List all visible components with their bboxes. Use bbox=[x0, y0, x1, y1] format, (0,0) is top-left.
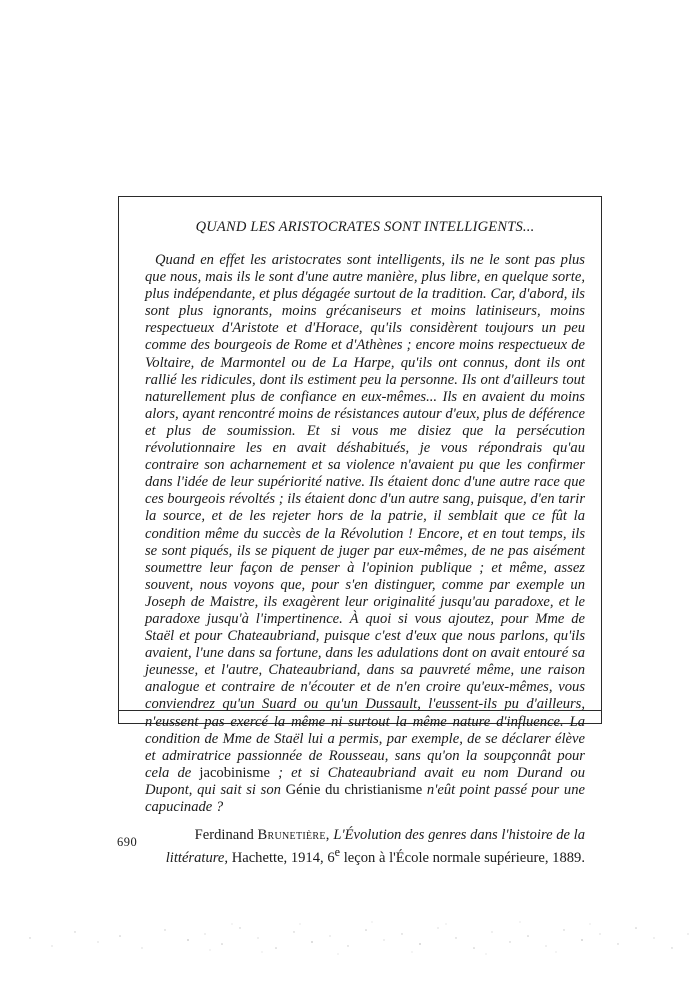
work-title: L'Évolution des genres dans l'histoire de la littérature, bbox=[165, 827, 585, 867]
quotation-upright-word-1: jacobinisme bbox=[199, 764, 270, 781]
citation-superscript: e bbox=[334, 845, 341, 860]
quotation-text-part-3: n'eût point passé pour une capucinade ? bbox=[145, 781, 585, 815]
page-number: 690 bbox=[117, 835, 138, 849]
citation-details: Hachette, 1914, 6 bbox=[231, 850, 335, 867]
box-title: QUAND LES ARISTOCRATES SONT INTELLIGENTS... bbox=[195, 219, 535, 235]
quotation-text bbox=[145, 252, 585, 816]
author-firstname: Ferdinand bbox=[194, 827, 254, 844]
citation-details-end: leçon à l'École normale supérieure, 1889. bbox=[343, 850, 585, 867]
scan-noise-band bbox=[0, 918, 700, 960]
box-bottom-rule bbox=[119, 710, 601, 711]
quotation-text-part-1: Quand en effet les aristocrates sont intelligents, ils ne le sont pas plus que nous, mais ils le sont d'une autre manière, plus libre, en quelque sorte, plus indépendante, et plus dégagée surtout de la tradition. Car, d'abord, ils sont plus ignorants, moins grécaniseurs et moins latiniseurs, moins respectueux d'Aristote et d'Horace, qu'ils considèrent toujours un peu comme des bourgeois de Rome et d'Athènes ; encore moins respectueux de Voltaire, de Marmontel ou de La Harpe, qu'ils ont connus, dont ils ont rallié les ridicules, dont ils estiment peu la personne. Ils ont d'ailleurs tout naturellement plus de confiance en eux-mêmes... Ils en avaient du moins alors, ayant rencontré moins de résistances autour d'eux, plus de déférence et plus de soumission. Et si vous me disiez que la persécution révolutionnaire les en avait déshabitués, je vous répondrais qu'au contraire son acharnement et sa violence n'avaient pu que les confirmer dans l'idée de leur supériorité native. Ils étaient donc d'une autre race que ces bourgeois révoltés ; ils étaient donc d'un autre sang, puisque, d'en tarir la source, et de les rejeter hors de la patrie, il semblait que ce fût la condition même du succès de la Révolution ! Encore, et en tout temps, ils se sont piqués, ils se piquent de juger par eux-mêmes, de ne pas aisément soumettre leur façon de penser à l'opinion publique ; et même, assez souvent, nous voyons que, pour s'en distinguer, comme par exemple un Joseph de Maistre, ils exagèrent leur originalité jusqu'au paradoxe, et le paradoxe jusqu'à l'impertinence. À quoi si vous ajoutez, pour Mme de Staël et pour Chateaubriand, puisque c'est d'eux que nous parlons, qu'ils avaient, l'une dans sa fortune, dans les adulations dont on avait entouré sa jeunesse, et l'autre, Chateaubriand, dans sa pauvreté même, une raison analogue et contraire de n'écouter et de n'en croire qu'eux-mêmes, vous conviendrez qu'un Suard ou qu'un Dussault, l'eussent-ils pu d'ailleurs, n'eussent pas exercé la même ni surtout la même nature d'influence. La condition de Mme de Staël lui a permis, par exemple, de se déclarer élève et admiratrice passionnée de Rousseau, sans qu'on la soupçonnât pour cela de bbox=[145, 252, 585, 781]
quotation-upright-title: Génie du christianisme bbox=[285, 781, 423, 798]
author-surname: Brunetière, bbox=[257, 827, 330, 844]
quotation-text-part-2: ; et si Chateaubriand avait eu nom Durand ou Dupont, qui sait si son bbox=[145, 764, 586, 798]
source-citation bbox=[145, 827, 585, 867]
